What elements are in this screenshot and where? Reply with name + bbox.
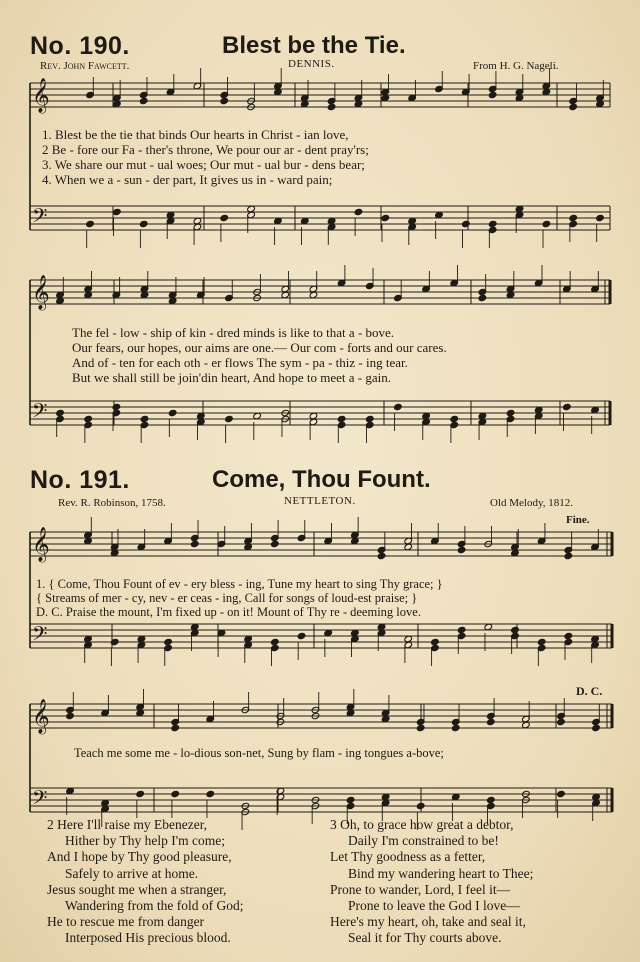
note-head: [478, 294, 487, 301]
note-head: [557, 790, 566, 797]
note-head: [451, 724, 460, 731]
stanza-line: Prone to wander, Lord, I feel it—: [330, 881, 511, 897]
stanza-line: Jesus sought me when a stranger,: [47, 881, 227, 897]
note-head: [506, 409, 515, 416]
note-head: [488, 91, 497, 98]
note-head: [271, 638, 280, 645]
stanza-line: Bind my wandering heart to Thee;: [348, 865, 534, 881]
note-head: [140, 415, 149, 422]
stanza-line: 3 Oh, to grace how great a debtor,: [330, 817, 514, 832]
note-head: [592, 724, 601, 731]
stanza-line: Wandering from the fold of God;: [65, 898, 244, 914]
note-head: [190, 540, 199, 547]
note-head: [457, 626, 466, 633]
hymn-190-verse-3-line-2: And of - ten for each oth - er flows The sym - pa - thiz - ing tear.: [72, 355, 408, 370]
note-head: [164, 638, 173, 645]
treble-clef-icon: 𝄞: [32, 527, 50, 562]
note-head: [381, 214, 390, 221]
treble-clef-icon: 𝄞: [32, 275, 50, 310]
stanza-line: Let Thy goodness as a fetter,: [330, 849, 486, 865]
note-head: [346, 796, 355, 803]
hymn-191-title: Come, Thou Fount.: [212, 466, 431, 493]
hymn-191-source: Old Melody, 1812.: [490, 497, 574, 509]
note-head: [354, 208, 363, 215]
hymn-191-stanza-3: [330, 817, 533, 947]
note-head: [457, 546, 466, 553]
note-head: [139, 97, 148, 104]
note-head: [511, 626, 520, 633]
stanza-line: Prone to leave the God I love—: [348, 898, 520, 914]
hymn-191-stanza-2: [47, 817, 244, 947]
stanza-line: Safely to arrive at home.: [65, 865, 199, 881]
note-head: [86, 220, 95, 227]
hymn-190-title: Blest be the Tie.: [222, 32, 406, 59]
hymn-190-verse-3-line-1: 3. We share our mut - ual woes; Our mut - ual bur - dens bear;: [42, 157, 365, 172]
stanza-line: Interposed His precious blood.: [65, 930, 231, 946]
note-head: [327, 103, 336, 110]
hymn-190-source: From H. G. Nageli.: [473, 60, 559, 72]
note-head: [564, 632, 573, 639]
note-head: [171, 724, 180, 731]
note-head: [337, 415, 346, 422]
note-head: [557, 718, 566, 725]
stanza-line: 2 Here I'll raise my Ebenezer,: [47, 817, 208, 832]
note-head: [542, 220, 551, 227]
note-head: [112, 403, 121, 410]
note-head: [569, 103, 578, 110]
note-head: [56, 409, 65, 416]
hymn-190-verse-2-line-1: 2 Be - fore our Fa - ther's throne, We pour our ar - dent pray'rs;: [42, 142, 369, 157]
bass-clef-icon: 𝄢: [32, 204, 48, 232]
hymn-191-tune: NETTLETON.: [284, 495, 356, 507]
hymn-191-line-2: Teach me some me - lo-dious son-net, Sung by flam - ing tongues a-bove;: [74, 746, 444, 760]
note-head: [220, 97, 229, 104]
hymn-190-verse-2-line-2: Our fears, our hopes, our aims are one.— Our com - forts and our cares.: [72, 340, 447, 355]
hymn-190-verse-4-line-2: But we shall still be join'din heart, And hope to meet a - gain.: [72, 370, 391, 385]
note-head: [271, 540, 280, 547]
note-head: [377, 552, 386, 559]
note-head: [450, 415, 459, 422]
hymn-191-verse-1b: { Streams of mer - cy, nev - er ceas - ing, Call for songs of loud-est praise; }: [36, 591, 418, 605]
hymn-190-author: Rev. John Fawcett.: [40, 60, 130, 72]
hymn-191-dc-line: D. C. Praise the mount, I'm fixed up - on it! Mount of Thy re - deeming love.: [36, 605, 421, 619]
stanza-line: Daily I'm constrained to be!: [348, 833, 499, 849]
bass-clef-icon: 𝄢: [32, 786, 48, 814]
treble-clef-icon: 𝄞: [32, 78, 50, 113]
note-head: [113, 208, 122, 215]
hymn-190-tune: DENNIS.: [288, 58, 335, 70]
note-head: [136, 790, 145, 797]
note-head: [171, 790, 180, 797]
note-head: [563, 403, 572, 410]
note-head: [394, 403, 403, 410]
note-head: [66, 712, 75, 719]
note-head: [168, 409, 177, 416]
bass-clef-icon: 𝄢: [32, 622, 48, 650]
hymn-190-verse-1-line-1: 1. Blest be the tie that binds Our hearts in Christ - ian love,: [42, 127, 349, 142]
stanza-line: He to rescue me from danger: [47, 914, 205, 930]
stanza-line: And I hope by Thy good pleasure,: [47, 849, 232, 865]
note-head: [487, 718, 496, 725]
hymn-191-number: No. 191.: [30, 466, 130, 494]
note-head: [416, 802, 425, 809]
note-head: [416, 724, 425, 731]
hymn-191-author: Rev. R. Robinson, 1758.: [58, 497, 166, 509]
note-head: [564, 552, 573, 559]
note-head: [488, 220, 497, 227]
note-head: [297, 632, 306, 639]
note-head: [225, 415, 234, 422]
note-head: [84, 415, 93, 422]
fine-mark: Fine.: [566, 514, 590, 526]
stanza-line: Here's my heart, oh, take and seal it,: [330, 914, 526, 930]
note-head: [537, 638, 546, 645]
note-head: [596, 214, 605, 221]
stanza-line: Seal it for Thy courts above.: [348, 930, 502, 946]
dc-mark: D. C.: [576, 684, 603, 698]
note-head: [569, 214, 578, 221]
hymn-190-number: No. 190.: [30, 32, 130, 60]
note-head: [487, 796, 496, 803]
hymn-190-verse-4-line-1: 4. When we a - sun - der part, It gives us in - ward pain;: [42, 172, 333, 187]
note-head: [365, 415, 374, 422]
treble-clef-icon: 𝄞: [32, 699, 50, 734]
hymn-191-verse-1a: 1. { Come, Thou Fount of ev - ery bless - ing, Tune my heart to sing Thy grace; }: [36, 577, 443, 591]
hymn-190-verse-1-line-2: The fel - low - ship of kin - dred minds is like to that a - bove.: [72, 325, 395, 340]
note-head: [139, 220, 148, 227]
note-head: [220, 214, 229, 221]
note-head: [431, 638, 440, 645]
stanza-line: Hither by Thy help I'm come;: [65, 833, 226, 849]
bass-clef-icon: 𝄢: [32, 399, 48, 427]
note-head: [206, 790, 215, 797]
note-head: [462, 220, 471, 227]
